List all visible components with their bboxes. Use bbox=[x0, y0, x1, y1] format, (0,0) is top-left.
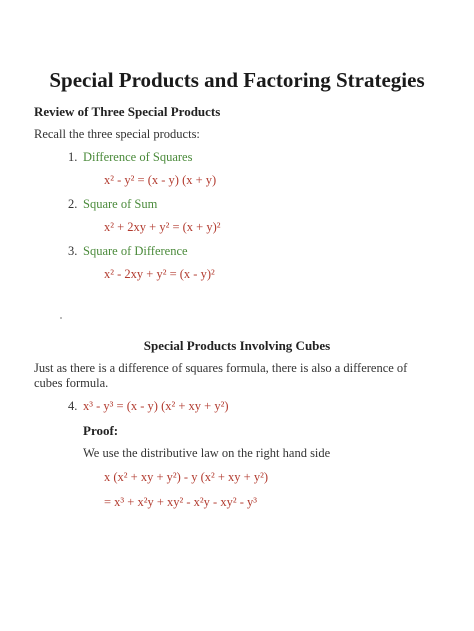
item-3-number: 3. bbox=[68, 244, 78, 258]
intro-text: Recall the three special products: bbox=[34, 127, 200, 141]
item-3-label: Square of Difference bbox=[83, 244, 188, 258]
section-heading-review: Review of Three Special Products bbox=[34, 104, 221, 119]
item-2-label: Square of Sum bbox=[83, 197, 158, 211]
item-4-number: 4. bbox=[68, 399, 78, 413]
formula-square-of-sum: x² + 2xy + y² = (x + y)² bbox=[104, 220, 221, 234]
formula-square-of-difference: x² - 2xy + y² = (x - y)² bbox=[104, 267, 215, 281]
section-heading-cubes: Special Products Involving Cubes bbox=[143, 338, 331, 353]
item-1-number: 1. bbox=[68, 150, 78, 164]
proof-label: Proof: bbox=[83, 423, 119, 438]
item-2-number: 2. bbox=[68, 197, 78, 211]
item-1-label: Difference of Squares bbox=[83, 150, 193, 164]
proof-step-2: = x³ + x²y + xy² - x²y - xy² - y³ bbox=[104, 495, 257, 509]
page-speck bbox=[60, 317, 62, 319]
page-title: Special Products and Factoring Strategies bbox=[49, 68, 425, 92]
formula-difference-of-cubes: x³ - y³ = (x - y) (x² + xy + y²) bbox=[83, 399, 229, 413]
formula-difference-of-squares: x² - y² = (x - y) (x + y) bbox=[104, 173, 217, 187]
proof-step-1: x (x² + xy + y²) - y (x² + xy + y²) bbox=[104, 470, 269, 484]
cubes-intro-paragraph: Just as there is a difference of squares formula, there is also a difference of cubes formula. bbox=[34, 361, 408, 390]
proof-text: We use the distributive law on the right hand side bbox=[83, 446, 331, 460]
